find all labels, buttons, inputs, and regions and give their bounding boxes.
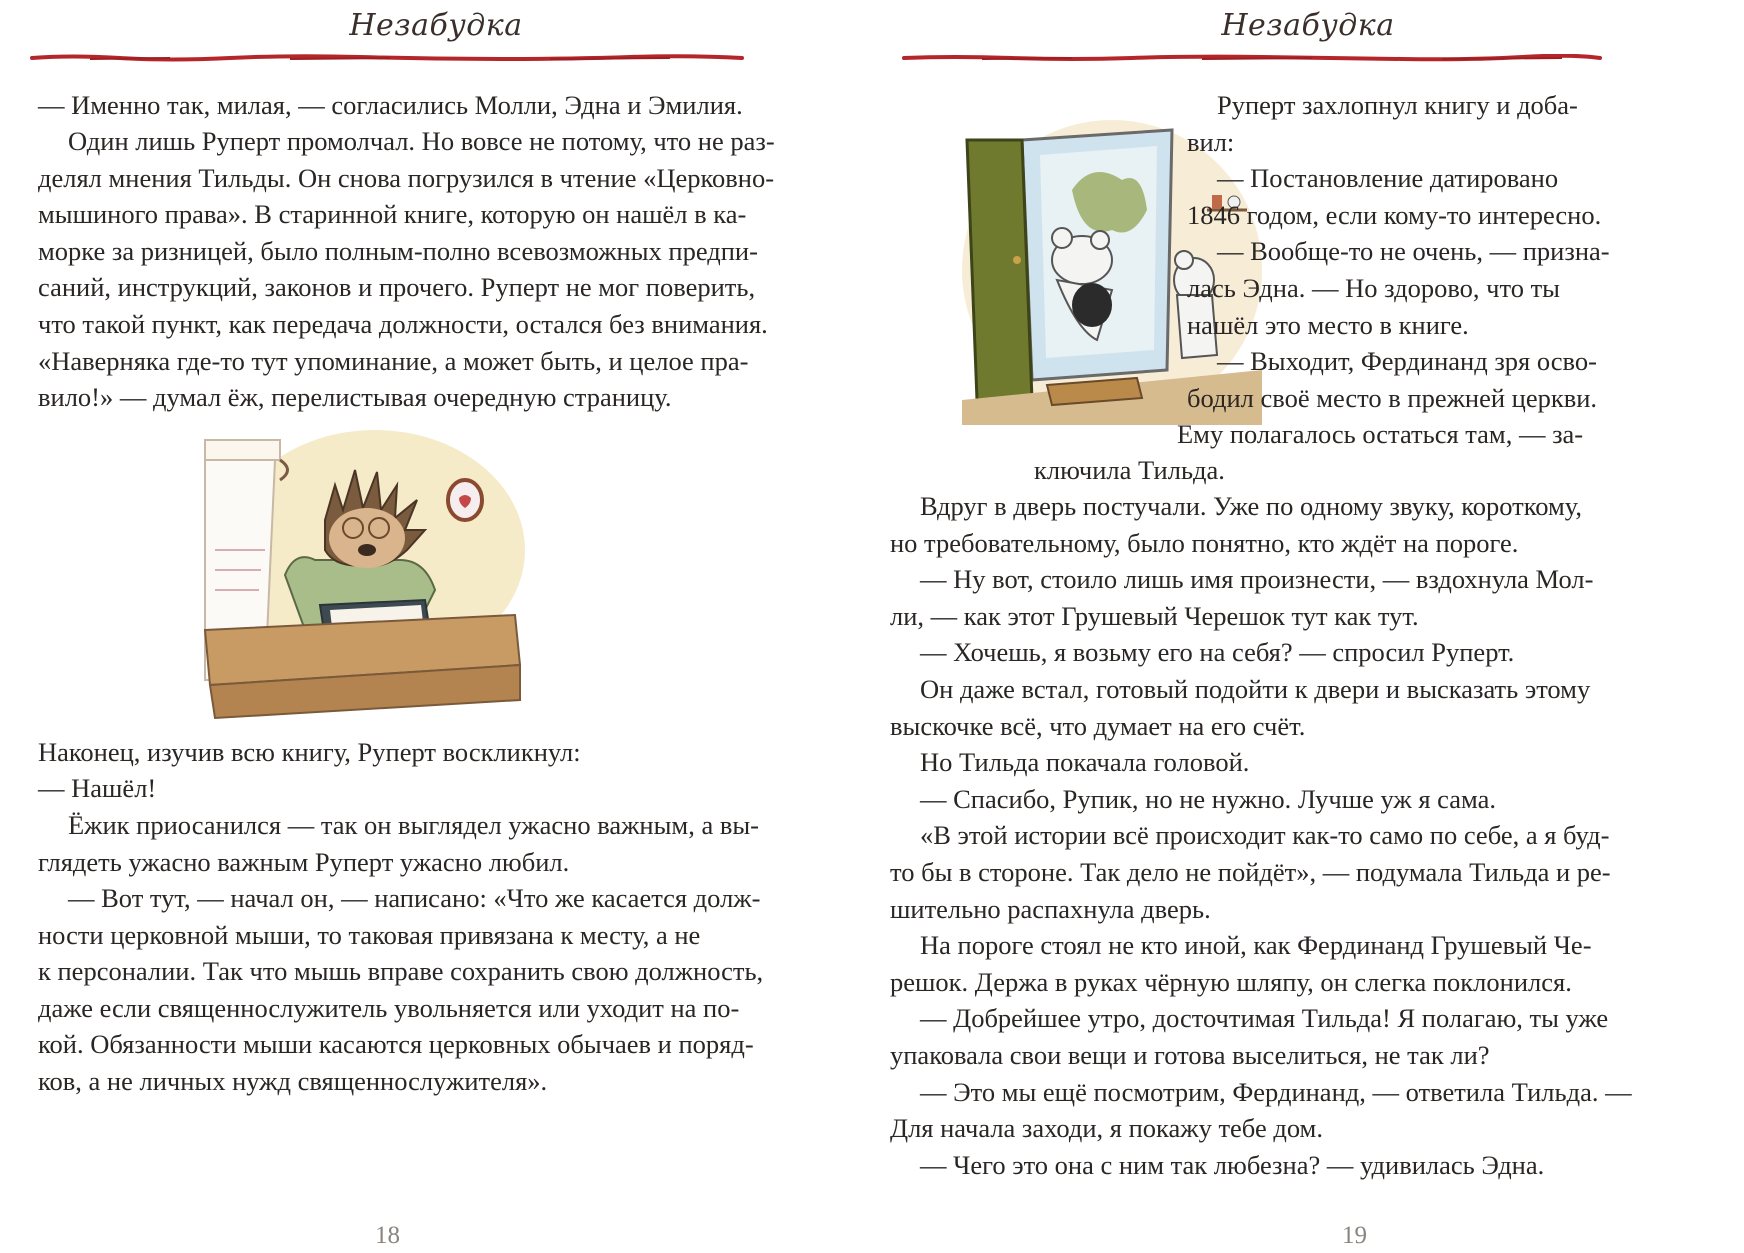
wrap-paragraph-tail [1177,416,1584,453]
page-number-left: 18 [375,1222,400,1249]
text-line: 1846 годом, если кому-то интересно. [1187,199,1602,230]
header-rule-right [902,54,1602,60]
paragraph-6 [38,880,764,1100]
text-line: то бы в стороне. Так дело не пойдёт», — подумала Тильда и ре- [890,856,1611,887]
text-line: вил: [1187,126,1235,157]
text-line: — Именно так, милая, — согласились Молли, Эдна и Эмилия. [38,90,743,120]
text-line: морке за ризницей, было полным-полно всевозможных предпи- [38,235,758,266]
paragraph-3 [38,734,680,771]
paragraph-4 [38,770,680,807]
text-line: — Это мы ещё посмотрим, Фердинанд, — ответила Тильда. — [920,1076,1632,1107]
page-number-right: 19 [1342,1222,1367,1249]
text-line: Наконец, изучив всю книгу, Руперт воскликнул: [38,737,581,767]
text-line: — Хочешь, я возьму его на себя? — спросил Руперт. [920,637,1515,668]
wrap-paragraph [1187,87,1610,416]
text-line: — Ну вот, стоило лишь имя произнести, — вздохнула Мол- [920,564,1594,595]
text-line: Но Тильда покачала головой. [920,747,1250,778]
text-line: На пороге стоял не кто иной, как Фердинанд Грушевый Че- [920,930,1592,961]
text-line: вило!» — думал ёж, перелистывая очередную страницу. [38,382,672,413]
text-line: бодил своё место в прежней церкви. [1187,382,1598,413]
text-line: ключила Тильда. [1034,455,1225,485]
body-text [890,488,1632,1183]
text-line: ности церковной мыши, то таковая привязана к месту, а не [38,919,701,950]
text-line: что такой пункт, как передача должности, остался без внимания. [38,308,768,339]
running-head-right: Незабудка [1221,8,1395,43]
text-line: шительно распахнула дверь. [890,893,1211,924]
text-line: мышиного права». В старинной книге, которую он нашёл в ка- [38,199,747,230]
text-line: саний, инструкций, законов и прочего. Руперт не мог поверить, [38,272,756,303]
text-line: ли, — как этот Грушевый Черешок тут как тут. [890,600,1419,631]
text-line: Ёжик приосанился — так он выглядел ужасно важным, а вы- [68,810,759,840]
text-line: Вдруг в дверь постучали. Уже по одному звуку, короткому, [920,491,1582,521]
text-line: упаковала свои вещи и готова выселиться, не так ли? [890,1039,1490,1070]
text-line: даже если священнослужитель увольняется или уходит на по- [38,992,740,1023]
text-line: ков, а не личных нужд священнослужителя». [38,1065,548,1096]
text-line: лась Эдна. — Но здорово, что ты [1187,272,1560,303]
text-line: Ему полагалось остаться там, — за- [1177,419,1584,449]
text-line: делял мнения Тильды. Он снова погрузился в чтение «Церковно- [38,162,775,193]
text-line: «Наверняка где-то тут упоминание, а может быть, и целое пра- [38,345,749,376]
right-page [872,0,1744,1253]
text-line: — Постановление датировано [1217,163,1559,194]
text-line: — Вообще-то не очень, — призна- [1217,236,1610,267]
text-line: глядеть ужасно важным Руперт ужасно любил. [38,846,570,877]
header-rule-left [30,54,745,60]
text-line: — Вот тут, — начал он, — написано: «Что же касается долж- [68,883,761,913]
paragraph-1 [38,87,743,124]
text-line: — Спасибо, Рупик, но не нужно. Лучше уж я сама. [920,783,1496,814]
running-head-left: Незабудка [349,8,523,43]
text-line: решок. Держа в руках чёрную шляпу, он слегка поклонился. [890,966,1572,997]
text-line: — Выходит, Фердинанд зря осво- [1217,346,1597,377]
text-line: — Чего это она с ним так любезна? — удивилась Эдна. [920,1149,1545,1180]
text-line: Для начала заходи, я покажу тебе дом. [890,1113,1323,1144]
text-line: кой. Обязанности мыши касаются церковных обычаев и поряд- [38,1029,754,1060]
text-line: Он даже встал, готовый подойти к двери и высказать этому [920,673,1591,704]
paragraph-2 [38,123,775,416]
text-line: Один лишь Руперт промолчал. Но вовсе не потому, что не раз- [68,126,775,156]
text-line: выскочке всё, что думает на его счёт. [890,710,1306,741]
text-line: но требовательному, было понятно, кто ждёт на пороге. [890,527,1519,558]
hedgehog-reading-illustration [185,400,530,720]
wrap-paragraph-end [1034,452,1558,489]
text-line: «В этой истории всё происходит как-то само по себе, а я буд- [920,820,1610,851]
text-line: — Добрейшее утро, досточтимая Тильда! Я полагаю, ты уже [920,1003,1609,1034]
text-line: Руперт захлопнул книгу и доба- [1217,90,1578,120]
paragraph-5 [38,807,759,880]
hedgehog-reading-icon [185,400,530,720]
text-line: — Нашёл! [38,773,157,803]
text-line: к персоналии. Так что мышь вправе сохранить свою должность, [38,956,764,987]
text-line: нашёл это место в книге. [1187,309,1469,340]
